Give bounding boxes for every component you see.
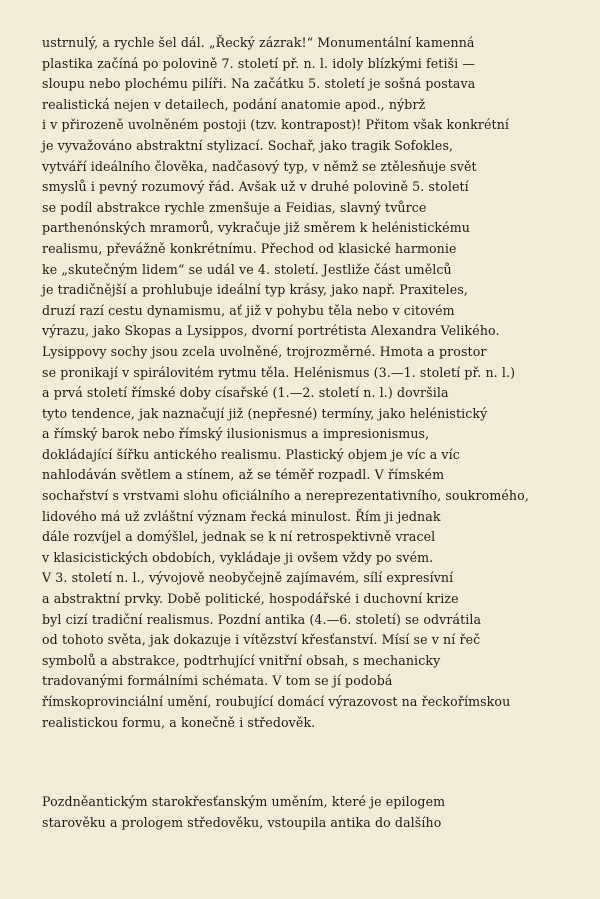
text-line: starověku a prologem středověku, vstoupila antika do dalšího [42,814,442,830]
text-line: realismu, převážně konkrétnímu. Přechod od klasické harmonie [42,240,457,256]
text-line: plastika začíná po polovině 7. století př. n. l. idoly blízkými fetiši — [42,55,476,71]
text-line: je tradičnější a prohlubuje ideální typ krásy, jako např. Praxiteles, [42,282,468,298]
text-line: lidového má už zvláštní význam řecká minulost. Řím ji jednak [42,508,441,524]
text-line: parthenónských mramorů, vykračuje již směrem k helénistickému [42,220,470,236]
text-line: tyto tendence, jak naznačují již (nepřesné) termíny, jako helénistický [42,405,488,421]
text-line: výrazu, jako Skopas a Lysippos, dvorní portrétista Alexandra Velikého. [42,323,500,339]
text-line: sloupu nebo plochému pilíři. Na začátku 5. století je sošná postava [42,76,476,92]
text-line: dokládající šířku antického realismu. Plastický objem je víc a víc [42,446,460,462]
text-line: římskoprovinciální umění, roubující domácí výrazovost na řeckořímskou [42,694,511,709]
text-line: a abstraktní prvky. Době politické, hospodářské i duchovní krize [42,591,459,607]
text-line: dále rozvíjel a domýšlel, jednak se k ní retrospektivně vracel [42,529,436,545]
text-line: ke „skutečným lidem“ se udál ve 4. století. Jestliže část umělců [42,261,452,277]
text-line: ustrnulý, a rychle šel dál. „Řecký zázrak!“ Monumentální kamenná [42,35,475,50]
text-line: smyslů i pevný rozumový řád. Avšak už v druhé polovině 5. století [42,179,469,195]
text-line: od tohoto světa, jak dokazuje i vítězství křesťanství. Mísí se v ní řeč [42,632,481,648]
paragraph-2 [42,792,582,833]
text-line: vytváří ideálního člověka, nadčasový typ, v němž se ztělesňuje svět [42,158,477,174]
text-line: a římský barok nebo římský ilusionismus a impresionismus, [42,426,430,442]
text-line: i v přirozeně uvolněném postoji (tzv. kontrapost)! Přitom však konkrétní [42,117,510,133]
text-line: je vyvažováno abstraktní stylizací. Sochař, jako tragik Sofokles, [42,137,454,153]
paragraph-1 [42,33,582,733]
text-line: nahlodáván světlem a stínem, až se téměř rozpadl. V římském [42,467,445,483]
text-line: se pronikají v spirálovitém rytmu těla. Helénismus (3.—1. století př. n. l.) [42,364,516,380]
text-line: v klasicistických obdobích, vykládaje ji ovšem vždy po svém. [42,549,434,565]
text-line: Lysippovy sochy jsou zcela uvolněné, trojrozměrné. Hmota a prostor [42,343,487,359]
text-line: realistická nejen v detailech, podání anatomie apod., nýbrž [42,96,426,112]
text-line: byl cizí tradiční realismus. Pozdní antika (4.—6. století) se odvrátila [42,611,482,627]
text-line: Pozdněantickým starokřesťanským uměním, které je epilogem [42,794,446,809]
text-line: druzí razí cestu dynamismu, ať již v pohybu těla nebo v citovém [42,302,455,318]
text-line: a prvá století římské doby císařské (1.—2. století n. l.) dovršila [42,385,449,401]
text-line: sochařství s vrstvami slohu oficiálního a nereprezentativního, soukromého, [42,488,529,504]
text-line: se podíl abstrakce rychle zmenšuje a Feidias, slavný tvůrce [42,199,427,215]
text-line: realistickou formu, a konečně i středověk. [42,714,316,730]
text-line: symbolů a abstrakce, podtrhující vnitřní obsah, s mechanicky [42,652,441,668]
text-line: tradovanými formálními schémata. V tom se jí podobá [42,673,393,689]
text-line: V 3. století n. l., vývojově neobyčejně zajímavém, sílí expresívní [42,570,454,586]
